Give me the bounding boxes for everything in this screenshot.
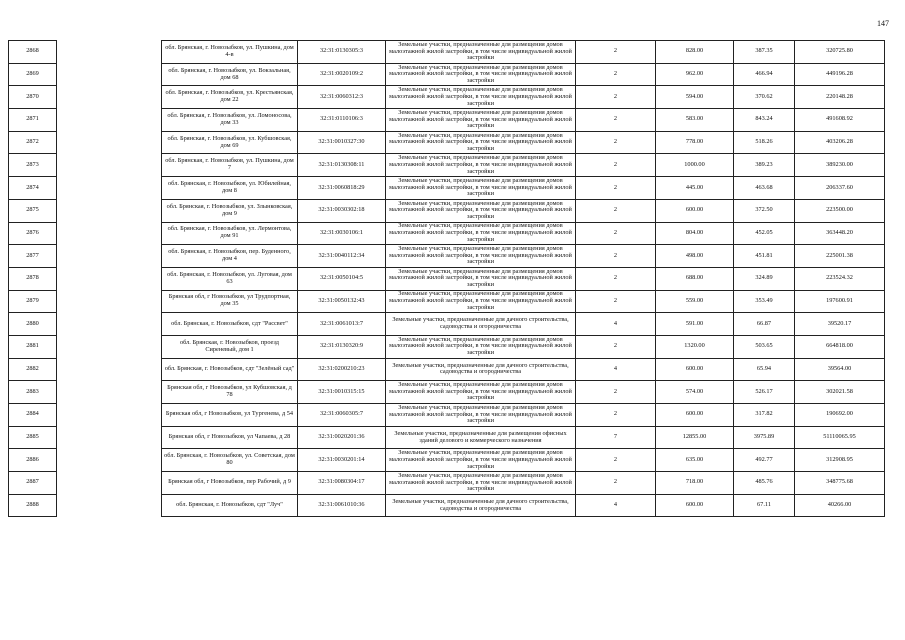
- land-use-category-cell: Земельные участки, предназначенные для размещения домов малоэтажной жилой застройки, в том числе индивидуальной жилой застройки: [386, 86, 576, 109]
- area-cell: 962.00: [656, 63, 734, 86]
- specific-value-cell: 451.81: [734, 245, 795, 268]
- table-row: [9, 63, 885, 86]
- area-cell: 498.00: [656, 245, 734, 268]
- group-cell: 4: [576, 494, 656, 517]
- specific-value-cell: 3975.89: [734, 426, 795, 449]
- area-cell: 718.00: [656, 472, 734, 495]
- row-number-cell: 2886: [9, 449, 57, 472]
- cadastral-value-cell: 363448.20: [795, 222, 885, 245]
- area-cell: 600.00: [656, 494, 734, 517]
- land-use-category-cell: Земельные участки, предназначенные для размещения домов малоэтажной жилой застройки, в том числе индивидуальной жилой застройки: [386, 41, 576, 64]
- cadastral-number-cell: 32:31:0130305:3: [298, 41, 386, 64]
- land-use-category-cell: Земельные участки, предназначенные для размещения домов малоэтажной жилой застройки, в том числе индивидуальной жилой застройки: [386, 131, 576, 154]
- group-cell: 4: [576, 358, 656, 381]
- cadastral-number-cell: 32:31:0060312:3: [298, 86, 386, 109]
- row-number-cell: 2879: [9, 290, 57, 313]
- table-row: [9, 109, 885, 132]
- table-row: [9, 41, 885, 64]
- address-cell: обл. Брянская, г. Новозыбков, сдт "Рассвет": [162, 313, 298, 336]
- row-number-cell: 2873: [9, 154, 57, 177]
- land-use-category-cell: Земельные участки, предназначенные для размещения домов малоэтажной жилой застройки, в том числе индивидуальной жилой застройки: [386, 267, 576, 290]
- address-cell: обл. Брянская, г. Новозыбков, ул. Крестьянская, дом 22: [162, 86, 298, 109]
- area-cell: 559.00: [656, 290, 734, 313]
- spacer-cell: [57, 222, 162, 245]
- row-number-cell: 2885: [9, 426, 57, 449]
- land-use-category-cell: Земельные участки, предназначенные для дачного строительства, садоводства и огородничества: [386, 358, 576, 381]
- cadastral-value-cell: 491608.92: [795, 109, 885, 132]
- cadastral-value-table: [8, 40, 885, 517]
- area-cell: 688.00: [656, 267, 734, 290]
- address-cell: обл. Брянская, г. Новозыбков, ул. Лермонтова, дом 91: [162, 222, 298, 245]
- cadastral-number-cell: 32:31:0080304:17: [298, 472, 386, 495]
- cadastral-number-cell: 32:31:0200210:23: [298, 358, 386, 381]
- cadastral-value-cell: 664818.00: [795, 335, 885, 358]
- row-number-cell: 2868: [9, 41, 57, 64]
- spacer-cell: [57, 404, 162, 427]
- spacer-cell: [57, 335, 162, 358]
- row-number-cell: 2875: [9, 199, 57, 222]
- address-cell: Брянская обл, г Новозыбков, ул Кубшовская, д 78: [162, 381, 298, 404]
- cadastral-value-cell: 302021.58: [795, 381, 885, 404]
- cadastral-number-cell: 32:31:0060818:29: [298, 177, 386, 200]
- spacer-cell: [57, 290, 162, 313]
- address-cell: обл. Брянская, г. Новозыбков, ул. Советская, дом 80: [162, 449, 298, 472]
- table-row: [9, 199, 885, 222]
- row-number-cell: 2884: [9, 404, 57, 427]
- land-use-category-cell: Земельные участки, предназначенные для размещения домов малоэтажной жилой застройки, в том числе индивидуальной жилой застройки: [386, 335, 576, 358]
- group-cell: 4: [576, 313, 656, 336]
- cadastral-value-cell: 220148.28: [795, 86, 885, 109]
- area-cell: 12855.00: [656, 426, 734, 449]
- area-cell: 635.00: [656, 449, 734, 472]
- cadastral-value-cell: 223500.00: [795, 199, 885, 222]
- table-row: [9, 154, 885, 177]
- cadastral-number-cell: 32:31:0110106:3: [298, 109, 386, 132]
- group-cell: 2: [576, 41, 656, 64]
- cadastral-number-cell: 32:31:0020201:36: [298, 426, 386, 449]
- table-row: [9, 404, 885, 427]
- spacer-cell: [57, 177, 162, 200]
- address-cell: обл. Брянская, г. Новозыбков, ул. Кубшовская, дом 69: [162, 131, 298, 154]
- address-cell: Брянская обл, г Новозыбков, ул Чапаева, д 28: [162, 426, 298, 449]
- specific-value-cell: 66.87: [734, 313, 795, 336]
- specific-value-cell: 492.77: [734, 449, 795, 472]
- table-row: [9, 426, 885, 449]
- cadastral-value-cell: 348775.68: [795, 472, 885, 495]
- cadastral-value-cell: 225001.38: [795, 245, 885, 268]
- table-row: [9, 131, 885, 154]
- spacer-cell: [57, 41, 162, 64]
- address-cell: обл. Брянская, г. Новозыбков, сдт "Луч": [162, 494, 298, 517]
- cadastral-number-cell: 32:31:0061013:7: [298, 313, 386, 336]
- table-row: [9, 313, 885, 336]
- area-cell: 778.00: [656, 131, 734, 154]
- specific-value-cell: 452.05: [734, 222, 795, 245]
- table-row: [9, 177, 885, 200]
- area-cell: 828.00: [656, 41, 734, 64]
- cadastral-value-cell: 39564.00: [795, 358, 885, 381]
- area-cell: 1000.00: [656, 154, 734, 177]
- area-cell: 583.00: [656, 109, 734, 132]
- group-cell: 2: [576, 222, 656, 245]
- land-use-category-cell: Земельные участки, предназначенные для размещения домов малоэтажной жилой застройки, в том числе индивидуальной жилой застройки: [386, 449, 576, 472]
- row-number-cell: 2878: [9, 267, 57, 290]
- area-cell: 594.00: [656, 86, 734, 109]
- spacer-cell: [57, 131, 162, 154]
- cadastral-value-cell: 403206.28: [795, 131, 885, 154]
- address-cell: обл. Брянская, г. Новозыбков, ул. Ломоносова, дом 33: [162, 109, 298, 132]
- cadastral-number-cell: 32:31:0040112:34: [298, 245, 386, 268]
- group-cell: 2: [576, 63, 656, 86]
- specific-value-cell: 353.49: [734, 290, 795, 313]
- address-cell: обл. Брянская, г. Новозыбков, ул. Юбилейная, дом 8: [162, 177, 298, 200]
- row-number-cell: 2882: [9, 358, 57, 381]
- specific-value-cell: 317.82: [734, 404, 795, 427]
- spacer-cell: [57, 449, 162, 472]
- group-cell: 2: [576, 245, 656, 268]
- area-cell: 591.00: [656, 313, 734, 336]
- table-body: [9, 41, 885, 517]
- row-number-cell: 2883: [9, 381, 57, 404]
- cadastral-value-cell: 389230.00: [795, 154, 885, 177]
- row-number-cell: 2874: [9, 177, 57, 200]
- land-use-category-cell: Земельные участки, предназначенные для дачного строительства, садоводства и огородничества: [386, 494, 576, 517]
- group-cell: 2: [576, 199, 656, 222]
- row-number-cell: 2870: [9, 86, 57, 109]
- area-cell: 445.00: [656, 177, 734, 200]
- specific-value-cell: 526.17: [734, 381, 795, 404]
- address-cell: обл. Брянская, г. Новозыбков, ул. Пушкина, дом 4-в: [162, 41, 298, 64]
- group-cell: 2: [576, 267, 656, 290]
- table-row: [9, 472, 885, 495]
- group-cell: 2: [576, 86, 656, 109]
- address-cell: Брянская обл, г Новозыбков, ул Тургенева, д 54: [162, 404, 298, 427]
- row-number-cell: 2881: [9, 335, 57, 358]
- table-row: [9, 86, 885, 109]
- address-cell: обл. Брянская, г. Новозыбков, ул. Пушкина, дом 7: [162, 154, 298, 177]
- specific-value-cell: 466.94: [734, 63, 795, 86]
- area-cell: 600.00: [656, 199, 734, 222]
- address-cell: обл. Брянская, г. Новозыбков, сдт "Зелёный сад": [162, 358, 298, 381]
- cadastral-number-cell: 32:31:0030302:18: [298, 199, 386, 222]
- land-use-category-cell: Земельные участки, предназначенные для размещения домов малоэтажной жилой застройки, в том числе индивидуальной жилой застройки: [386, 404, 576, 427]
- spacer-cell: [57, 381, 162, 404]
- group-cell: 2: [576, 449, 656, 472]
- specific-value-cell: 370.62: [734, 86, 795, 109]
- area-cell: 600.00: [656, 358, 734, 381]
- specific-value-cell: 372.50: [734, 199, 795, 222]
- spacer-cell: [57, 86, 162, 109]
- group-cell: 2: [576, 154, 656, 177]
- cadastral-value-cell: 197600.91: [795, 290, 885, 313]
- row-number-cell: 2869: [9, 63, 57, 86]
- spacer-cell: [57, 426, 162, 449]
- specific-value-cell: 65.94: [734, 358, 795, 381]
- specific-value-cell: 387.35: [734, 41, 795, 64]
- cadastral-value-cell: 223524.32: [795, 267, 885, 290]
- area-cell: 804.00: [656, 222, 734, 245]
- group-cell: 2: [576, 404, 656, 427]
- group-cell: 2: [576, 472, 656, 495]
- spacer-cell: [57, 154, 162, 177]
- table-row: [9, 381, 885, 404]
- spacer-cell: [57, 313, 162, 336]
- group-cell: 2: [576, 109, 656, 132]
- land-use-category-cell: Земельные участки, предназначенные для размещения домов малоэтажной жилой застройки, в том числе индивидуальной жилой застройки: [386, 472, 576, 495]
- land-use-category-cell: Земельные участки, предназначенные для размещения домов малоэтажной жилой застройки, в том числе индивидуальной жилой застройки: [386, 177, 576, 200]
- cadastral-number-cell: 32:31:0030201:14: [298, 449, 386, 472]
- cadastral-number-cell: 32:31:0061010:36: [298, 494, 386, 517]
- area-cell: 1320.00: [656, 335, 734, 358]
- row-number-cell: 2888: [9, 494, 57, 517]
- row-number-cell: 2876: [9, 222, 57, 245]
- address-cell: Брянская обл, г Новозыбков, ул Трудпортная, дом 35: [162, 290, 298, 313]
- row-number-cell: 2880: [9, 313, 57, 336]
- specific-value-cell: 463.68: [734, 177, 795, 200]
- cadastral-number-cell: 32:31:0030106:1: [298, 222, 386, 245]
- group-cell: 2: [576, 335, 656, 358]
- cadastral-value-cell: 312908.95: [795, 449, 885, 472]
- table-row: [9, 449, 885, 472]
- cadastral-number-cell: 32:31:0060305:7: [298, 404, 386, 427]
- land-use-category-cell: Земельные участки, предназначенные для размещения домов малоэтажной жилой застройки, в том числе индивидуальной жилой застройки: [386, 63, 576, 86]
- table-row: [9, 245, 885, 268]
- address-cell: обл. Брянская, г. Новозыбков, ул. Луговая, дом 63: [162, 267, 298, 290]
- cadastral-value-cell: 206337.60: [795, 177, 885, 200]
- group-cell: 2: [576, 290, 656, 313]
- table-row: [9, 335, 885, 358]
- land-use-category-cell: Земельные участки, предназначенные для размещения домов малоэтажной жилой застройки, в том числе индивидуальной жилой застройки: [386, 245, 576, 268]
- land-use-category-cell: Земельные участки, предназначенные для размещения домов малоэтажной жилой застройки, в том числе индивидуальной жилой застройки: [386, 154, 576, 177]
- cadastral-value-cell: 51110065.95: [795, 426, 885, 449]
- cadastral-number-cell: 32:31:0130320:9: [298, 335, 386, 358]
- cadastral-number-cell: 32:31:0010327:30: [298, 131, 386, 154]
- specific-value-cell: 389.23: [734, 154, 795, 177]
- cadastral-number-cell: 32:31:0050104:5: [298, 267, 386, 290]
- land-use-category-cell: Земельные участки, предназначенные для размещения домов малоэтажной жилой застройки, в том числе индивидуальной жилой застройки: [386, 381, 576, 404]
- address-cell: обл. Брянская, г. Новозыбков, пер. Буденного, дом 4: [162, 245, 298, 268]
- row-number-cell: 2877: [9, 245, 57, 268]
- cadastral-number-cell: 32:31:0130308:11: [298, 154, 386, 177]
- land-use-category-cell: Земельные участки, предназначенные для дачного строительства, садоводства и огородничества: [386, 313, 576, 336]
- cadastral-value-cell: 449196.28: [795, 63, 885, 86]
- cadastral-value-cell: 190692.00: [795, 404, 885, 427]
- table-row: [9, 494, 885, 517]
- spacer-cell: [57, 63, 162, 86]
- group-cell: 2: [576, 131, 656, 154]
- table-row: [9, 358, 885, 381]
- land-use-category-cell: Земельные участки, предназначенные для размещения домов малоэтажной жилой застройки, в том числе индивидуальной жилой застройки: [386, 222, 576, 245]
- cadastral-value-cell: 320725.80: [795, 41, 885, 64]
- cadastral-number-cell: 32:31:0050132:43: [298, 290, 386, 313]
- table-row: [9, 267, 885, 290]
- area-cell: 600.00: [656, 404, 734, 427]
- specific-value-cell: 324.89: [734, 267, 795, 290]
- land-use-category-cell: Земельные участки, предназначенные для размещения домов малоэтажной жилой застройки, в том числе индивидуальной жилой застройки: [386, 109, 576, 132]
- land-use-category-cell: Земельные участки, предназначенные для размещения домов малоэтажной жилой застройки, в том числе индивидуальной жилой застройки: [386, 290, 576, 313]
- spacer-cell: [57, 245, 162, 268]
- group-cell: 7: [576, 426, 656, 449]
- address-cell: Брянская обл, г Новозыбков, пер Рабочий, д 9: [162, 472, 298, 495]
- address-cell: обл. Брянская, г. Новозыбков, ул. Вокзальная, дом 68: [162, 63, 298, 86]
- specific-value-cell: 518.26: [734, 131, 795, 154]
- group-cell: 2: [576, 177, 656, 200]
- spacer-cell: [57, 472, 162, 495]
- cadastral-number-cell: 32:31:0020109:2: [298, 63, 386, 86]
- land-use-category-cell: Земельные участки, предназначенные для размещения офисных зданий делового и коммерческого назначения: [386, 426, 576, 449]
- cadastral-value-cell: 39520.17: [795, 313, 885, 336]
- group-cell: 2: [576, 381, 656, 404]
- cadastral-number-cell: 32:31:0010315:15: [298, 381, 386, 404]
- area-cell: 574.00: [656, 381, 734, 404]
- specific-value-cell: 843.24: [734, 109, 795, 132]
- specific-value-cell: 503.65: [734, 335, 795, 358]
- page-number: 147: [877, 19, 889, 28]
- spacer-cell: [57, 199, 162, 222]
- address-cell: обл. Брянская, г. Новозыбков, ул. Злынковская, дом 9: [162, 199, 298, 222]
- address-cell: обл. Брянская, г. Новозыбков, проезд Сиреневый, дом 1: [162, 335, 298, 358]
- land-use-category-cell: Земельные участки, предназначенные для размещения домов малоэтажной жилой застройки, в том числе индивидуальной жилой застройки: [386, 199, 576, 222]
- row-number-cell: 2887: [9, 472, 57, 495]
- specific-value-cell: 67.11: [734, 494, 795, 517]
- row-number-cell: 2871: [9, 109, 57, 132]
- table-row: [9, 222, 885, 245]
- cadastral-value-cell: 40266.00: [795, 494, 885, 517]
- row-number-cell: 2872: [9, 131, 57, 154]
- spacer-cell: [57, 267, 162, 290]
- specific-value-cell: 485.76: [734, 472, 795, 495]
- table-row: [9, 290, 885, 313]
- spacer-cell: [57, 494, 162, 517]
- spacer-cell: [57, 358, 162, 381]
- spacer-cell: [57, 109, 162, 132]
